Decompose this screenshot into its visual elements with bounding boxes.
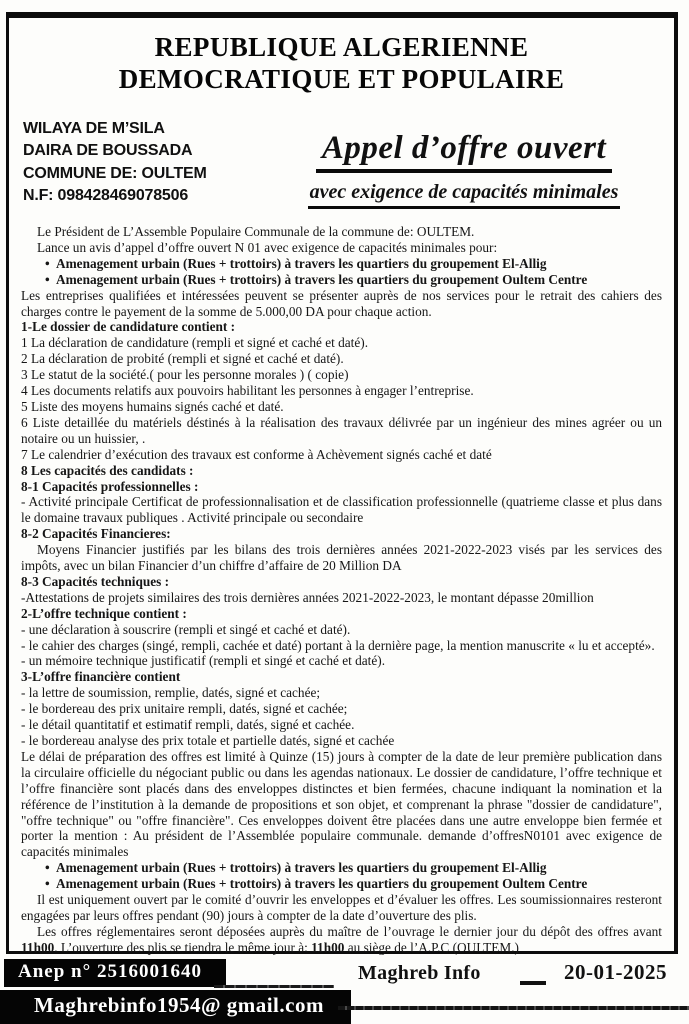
issuer-row: [21, 118, 662, 209]
text-segment: Moyens Financier justifiés par les bilans des trois dernières années 2021-2022-2023 visés par les services des impôts, avec un bilan Financier d’un chiffre d’affaire de 20 Million DA: [21, 542, 662, 574]
body-line: [21, 319, 662, 335]
emphasized-text: 11h00: [21, 939, 55, 955]
footer-rule-left: [214, 985, 334, 988]
text-segment: Amenagement urbain (Rues + trottoirs) à travers les quartiers du groupement Oultem Centre: [55, 876, 588, 892]
text-segment: . L’ouverture des plis se tiendra le même jour à:: [54, 939, 312, 955]
body-line: [21, 240, 662, 256]
bullet-icon: •: [45, 255, 53, 271]
body-line: [21, 622, 662, 638]
anep-number-box: Anep n° 2516001640: [4, 959, 226, 987]
footer-rule-right: [338, 1006, 689, 1010]
body-line: [21, 876, 662, 892]
text-segment: 3-L’offre financière contient: [21, 669, 181, 685]
body-line: [21, 685, 662, 701]
text-segment: Le délai de préparation des offres est limité à Quinze (15) jours à compter de la date de leur première publication dans la circulaire officielle du négociant public ou dans les agendas nationaux. Le dossier de candidature, l’offre technique et l’offre financière sont placés dans des enveloppes distinctes et bien fermées, chacune indiquant la nomination et la référence de l’institution à la demande de propositions et son objet, et comprenant la phrase "dossier de candidature", "offre technique" ou "offre financière". Ces enveloppes doivent être placées dans une autre enveloppe bien fermée et porter la mention : Au président de l’Assemblée populaire communale. demande d’offresN0101 avec exigence de capacités minimales: [21, 748, 662, 860]
body-line: [21, 224, 662, 240]
issuer-commune: COMMUNE DE: OULTEM: [23, 164, 207, 182]
text-segment: 1 La déclaration de candidature (rempli et signé et caché et daté).: [21, 335, 369, 351]
issuer-nf: N.F: 098428469078506: [23, 186, 189, 204]
issuer-wilaya: WILAYA DE M’SILA: [23, 119, 165, 137]
bullet-icon: •: [45, 271, 53, 287]
text-segment: - une déclaration à souscrire (rempli et singé et caché et daté).: [21, 621, 351, 637]
page-title: REPUBLIQUE ALGERIENNE DEMOCRATIQUE ET POPULAIRE: [118, 32, 565, 94]
text-segment: 5 Liste des moyens humains signés caché et daté.: [21, 398, 284, 414]
offer-subtitle: avec exigence de capacités minimales: [308, 181, 621, 209]
notice-body: [21, 224, 662, 956]
body-line: [21, 351, 662, 367]
body-line: [21, 701, 662, 717]
issuer-block: [23, 118, 207, 208]
publisher-name: Maghreb Info: [358, 962, 481, 984]
notice-frame: [6, 12, 678, 954]
body-line: [21, 749, 662, 860]
offer-title: Appel d’offre ouvert: [316, 130, 612, 173]
emphasized-text: 11h00: [311, 939, 345, 955]
text-segment: 6 Liste detaillée du matériels déstinés à la réalisation des travaux délivrée par un ingénieur des mines agréer ou un notaire ou un huissier, .: [21, 414, 662, 446]
body-line: [21, 924, 662, 956]
text-segment: 4 Les documents relatifs aux pouvoirs habilitant les personnes à engager l’entreprise.: [21, 383, 474, 399]
text-segment: Les offres réglementaires seront déposées auprès du maître de l’ouvrage le dernier jour du dépôt des offres avant: [37, 923, 662, 939]
text-segment: - la lettre de soumission, remplie, datés, signé et cachée;: [21, 685, 321, 701]
body-line: [21, 447, 662, 463]
offer-title-block: [268, 118, 660, 209]
text-segment: 8 Les capacités des candidats :: [21, 462, 194, 478]
body-line: [21, 256, 662, 272]
text-segment: - le bordereau des prix unitaire rempli, datés, signé et cachée;: [21, 701, 348, 717]
footer: [0, 954, 689, 1024]
publication-date: 20-01-2025: [556, 958, 675, 987]
text-segment: -Attestations de projets similaires des trois dernières années 2021-2022-2023, le montant dépasse 20million: [21, 589, 594, 605]
body-line: [21, 479, 662, 495]
text-segment: - le cahier des charges (singé, rempli, cachée et daté) portant à la dernière page, la mention manuscrite « lu et accepté».: [21, 637, 655, 653]
text-segment: 8-2 Capacités Financieres:: [21, 526, 171, 542]
body-line: [21, 272, 662, 288]
body-line: [21, 590, 662, 606]
text-segment: 1-Le dossier de candidature contient :: [21, 319, 236, 335]
body-line: [21, 717, 662, 733]
publisher-email-box: Maghrebinfo1954@ gmail.com: [0, 990, 351, 1024]
bullet-icon: •: [45, 860, 53, 876]
text-segment: au siège de l’A.P.C (OULTEM.): [344, 939, 519, 955]
body-line: [21, 860, 662, 876]
body-line: [21, 415, 662, 447]
text-segment: 8-3 Capacités techniques :: [21, 573, 170, 589]
text-segment: Lance un avis d’appel d’offre ouvert N 01 avec exigence de capacités minimales pour:: [37, 239, 498, 255]
body-line: [21, 638, 662, 654]
text-segment: - un mémoire technique justificatif (rempli et singé et caché et daté).: [21, 653, 386, 669]
text-segment: 2 La déclaration de probité (rempli et signé et caché et daté).: [21, 351, 344, 367]
text-segment: Amenagement urbain (Rues + trottoirs) à travers les quartiers du groupement El-Allig: [55, 255, 547, 271]
text-segment: Le Président de L’Assemble Populaire Communale de la commune de: OULTEM.: [37, 224, 475, 240]
body-line: [21, 399, 662, 415]
body-line: [21, 574, 662, 590]
text-segment: Les entreprises qualifiées et intéressées peuvent se présenter auprès de nos services pour le retrait des cahiers des charges contre le payement de la somme de 5.000,00 DA pour chaque action.: [21, 287, 662, 319]
body-line: [21, 733, 662, 749]
body-line: [21, 288, 662, 320]
text-segment: 7 Le calendrier d’exécution des travaux est conforme à Achèvement signés caché et daté: [21, 446, 492, 462]
body-line: [21, 606, 662, 622]
body-line: [21, 653, 662, 669]
issuer-daira: DAIRA DE BOUSSADA: [23, 142, 193, 160]
text-segment: 3 Le statut de la société.( pour les personne morales ) ( copie): [21, 367, 349, 383]
body-line: [21, 367, 662, 383]
text-segment: Il est uniquement ouvert par le comité d’ouvrir les enveloppes et d’évaluer les offres. Les soumissionnaires resteront engagées par leurs offres pendant (90) jours à compter de la date d’ouverture des plis.: [21, 892, 662, 923]
text-segment: Amenagement urbain (Rues + trottoirs) à travers les quartiers du groupement El-Allig: [55, 860, 547, 876]
date-dash-rule: [520, 981, 546, 985]
text-segment: - Activité principale Certificat de professionnalisation et de classification professionnelle (quatrieme classe et plus dans le domaine travaux publiques . Activité principale ou secondaire: [21, 494, 662, 526]
text-segment: - le détail quantitatif et estimatif rempli, datés, signé et cachée.: [21, 717, 355, 733]
body-line: [21, 383, 662, 399]
text-segment: - le bordereau analyse des prix totale et partielle datés, signé et cachée: [21, 733, 395, 749]
text-segment: 2-L’offre technique contient :: [21, 605, 187, 621]
body-line: [21, 463, 662, 479]
body-line: [21, 542, 662, 574]
body-line: [21, 335, 662, 351]
text-segment: Amenagement urbain (Rues + trottoirs) à travers les quartiers du groupement Oultem Centre: [55, 271, 588, 287]
text-segment: 8-1 Capacités professionnelles :: [21, 478, 199, 494]
body-line: [21, 669, 662, 685]
body-line: [21, 892, 662, 924]
body-line: [21, 526, 662, 542]
bullet-icon: •: [45, 876, 53, 892]
body-line: [21, 494, 662, 526]
